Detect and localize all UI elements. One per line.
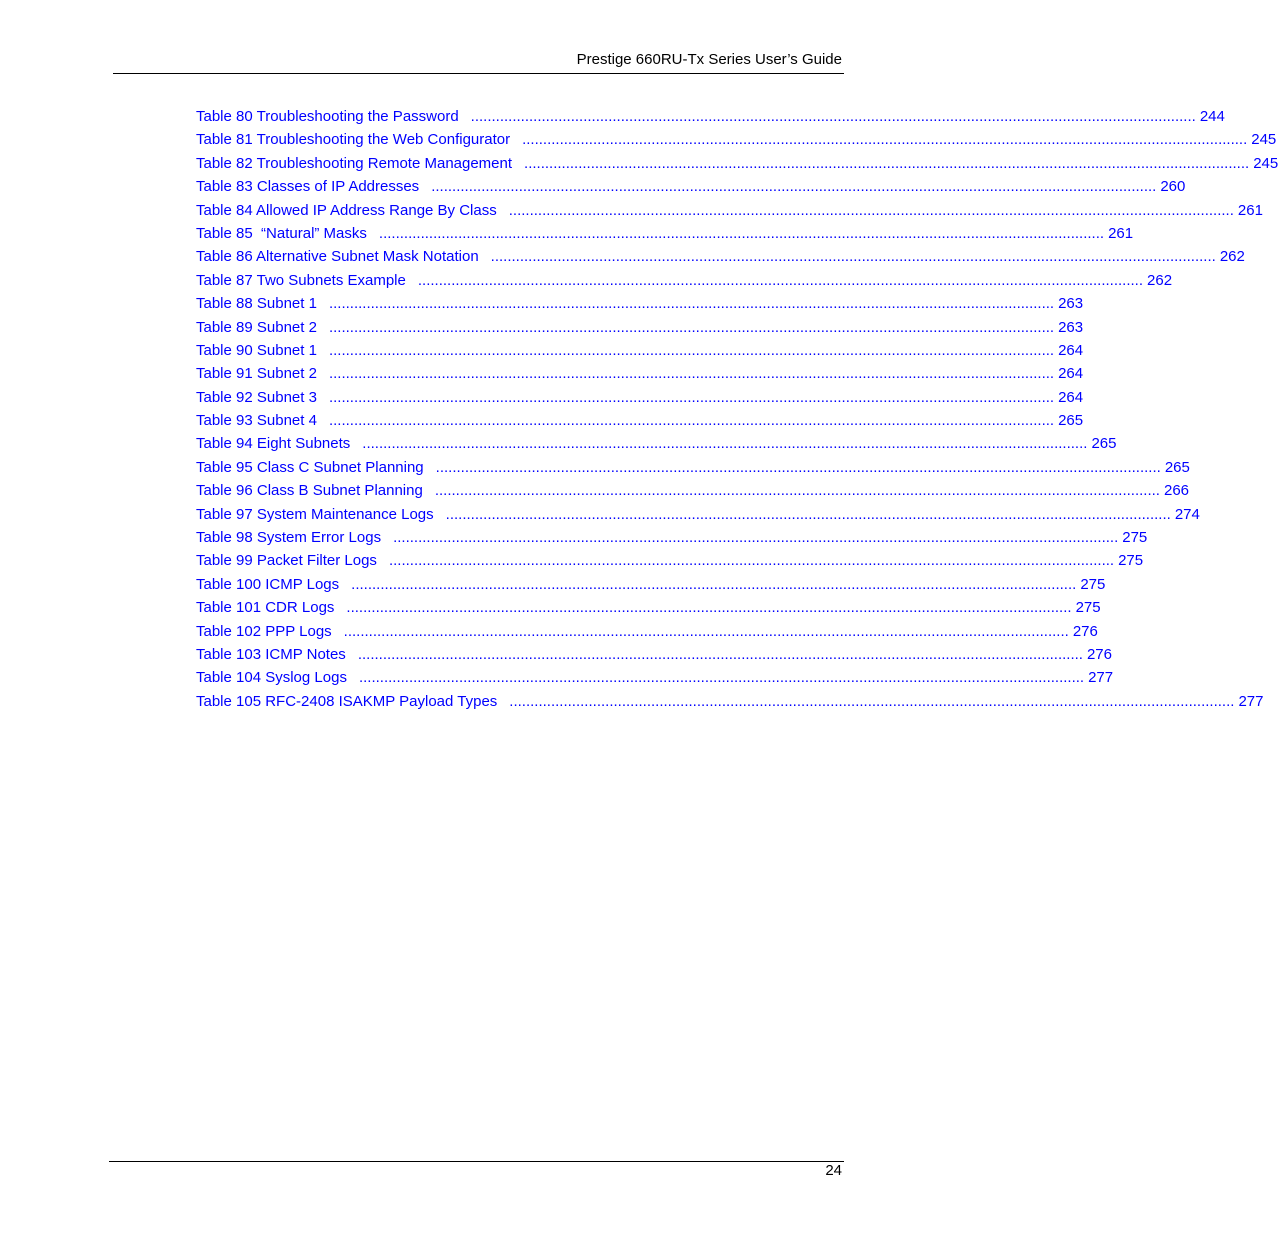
toc-entry-label: Table 98 System Error Logs [196,529,382,547]
toc-entry-page-number: 262 [1147,271,1173,289]
toc-entry-link[interactable] [196,456,1190,479]
toc-dot-leader: .............................................................................................................................................................................. [522,131,1248,149]
toc-entry-link[interactable] [196,128,1277,151]
toc-entry-label: Table 97 System Maintenance Logs [196,505,434,523]
toc-entry-link[interactable] [196,245,1245,268]
toc-dot-leader: .............................................................................................................................................................................. [434,482,1160,500]
toc-entry-page-number: 265 [1058,412,1084,430]
toc-dot-leader: .............................................................................................................................................................................. [435,458,1161,476]
toc-entry-label: Table 94 Eight Subnets [196,435,351,453]
toc-entry-link[interactable] [196,596,1101,619]
toc-entry-link[interactable] [196,666,1114,689]
toc-dot-leader: .............................................................................................................................................................................. [378,224,1105,242]
toc-entry-page-number: 245 [1251,131,1277,149]
toc-dot-leader: .............................................................................................................................................................................. [328,318,1055,336]
toc-entry-label: Table 84 Allowed IP Address Range By Class [196,201,497,219]
toc-entry-link[interactable] [196,479,1190,502]
toc-entry-label: Table 103 ICMP Notes [196,645,346,663]
toc-entry-label: Table 99 Packet Filter Logs [196,552,377,570]
toc-entry-label: Table 96 Class B Subnet Planning [196,482,423,500]
toc-entry-page-number: 261 [1108,224,1134,242]
toc-entry-page-number: 266 [1163,482,1190,500]
page-number: 24 [825,1162,842,1179]
toc-dot-leader: .............................................................................................................................................................................. [388,552,1115,570]
toc-entry-page-number: 276 [1072,622,1098,640]
toc-dot-leader: .............................................................................................................................................................................. [328,365,1055,383]
toc-dot-leader: .............................................................................................................................................................................. [445,505,1171,523]
toc-entry-page-number: 275 [1122,529,1148,547]
toc-entry-label: Table 87 Two Subnets Example [196,271,406,289]
toc-entry-page-number: 277 [1238,692,1264,710]
toc-entry-label: Table 82 Troubleshooting Remote Management [196,154,513,172]
toc-entry-link[interactable] [196,690,1264,713]
toc-entry-link[interactable] [196,292,1084,315]
toc-entry-link[interactable] [196,620,1098,643]
toc-entry-link[interactable] [196,105,1225,128]
toc-entry-link[interactable] [196,152,1278,175]
toc-entry-page-number: 262 [1219,248,1245,266]
toc-entry-page-number: 264 [1058,365,1084,383]
toc-entry-page-number: 264 [1058,388,1084,406]
toc-entry-link[interactable] [196,362,1084,385]
toc-entry-label: Table 83 Classes of IP Addresses [196,178,420,196]
toc-entry-page-number: 260 [1160,178,1186,196]
toc-entry-link[interactable] [196,526,1148,549]
toc-entry-label: Table 85 “Natural” Masks [196,224,367,242]
toc-entry-page-number: 275 [1118,552,1144,570]
toc-entry-page-number: 264 [1058,341,1084,359]
toc-dot-leader: .............................................................................................................................................................................. [357,645,1083,663]
toc-entry-link[interactable] [196,573,1106,596]
toc-entry-label: Table 91 Subnet 2 [196,365,317,383]
toc-entry-page-number: 263 [1058,318,1084,336]
toc-entry-link[interactable] [196,199,1263,222]
toc-entry-link[interactable] [196,175,1186,198]
toc-entry-link[interactable] [196,316,1084,339]
toc-dot-leader: .............................................................................................................................................................................. [358,669,1085,687]
toc-entry-label: Table 95 Class C Subnet Planning [196,458,424,476]
toc-dot-leader: .............................................................................................................................................................................. [351,575,1077,593]
toc-entry-label: Table 88 Subnet 1 [196,295,317,313]
toc-dot-leader: .............................................................................................................................................................................. [470,108,1196,125]
toc-entry-label: Table 93 Subnet 4 [196,412,317,430]
toc-entry-label: Table 89 Subnet 2 [196,318,317,336]
toc-dot-leader: .............................................................................................................................................................................. [343,622,1069,640]
toc-entry-page-number: 265 [1091,435,1117,453]
toc-entry-label: Table 92 Subnet 3 [196,388,317,406]
toc-dot-leader: .............................................................................................................................................................................. [328,295,1055,313]
toc-entry-link[interactable] [196,386,1084,409]
toc-entry-label: Table 100 ICMP Logs [196,575,340,593]
toc-entry-page-number: 265 [1164,458,1190,476]
toc-entry-page-number: 245 [1253,154,1278,172]
toc-entry-label: Table 101 CDR Logs [196,599,335,617]
footer-divider [109,1161,844,1162]
toc-entry-page-number: 276 [1086,645,1112,663]
toc-entry-link[interactable] [196,432,1117,455]
toc-entry-label: Table 105 RFC-2408 ISAKMP Payload Types [196,692,498,710]
toc-entry-page-number: 277 [1088,669,1114,687]
toc-dot-leader: .............................................................................................................................................................................. [508,201,1234,219]
toc-entry-page-number: 244 [1199,108,1225,125]
toc-dot-leader: .............................................................................................................................................................................. [346,599,1072,617]
toc-entry-link[interactable] [196,643,1112,666]
toc-dot-leader: .............................................................................................................................................................................. [417,271,1144,289]
toc-entry-link[interactable] [196,549,1144,572]
toc-entry-label: Table 80 Troubleshooting the Password [196,108,459,125]
toc-entry-label: Table 86 Alternative Subnet Mask Notation [196,248,479,266]
toc-entry-link[interactable] [196,503,1200,526]
document-title: Prestige 660RU-Tx Series User’s Guide [576,51,842,68]
toc-entry-page-number: 274 [1174,505,1200,523]
toc-dot-leader: .............................................................................................................................................................................. [328,388,1055,406]
toc-entry-page-number: 275 [1075,599,1101,617]
toc-entry-page-number: 263 [1058,295,1084,313]
toc-dot-leader: .............................................................................................................................................................................. [393,529,1119,547]
toc-entry-page-number: 275 [1080,575,1106,593]
toc-entry-link[interactable] [196,409,1084,432]
toc-entry-page-number: 261 [1237,201,1263,219]
toc-dot-leader: .............................................................................................................................................................................. [524,154,1250,172]
toc-dot-leader: .............................................................................................................................................................................. [328,412,1055,430]
toc-entry-label: Table 104 Syslog Logs [196,669,347,687]
header-divider [113,73,844,74]
toc-entry-link[interactable] [196,339,1084,362]
toc-entry-link[interactable] [196,222,1134,245]
toc-dot-leader: .............................................................................................................................................................................. [362,435,1088,453]
toc-entry-label: Table 81 Troubleshooting the Web Configurator [196,131,511,149]
toc-dot-leader: .............................................................................................................................................................................. [431,178,1157,196]
toc-dot-leader: .............................................................................................................................................................................. [490,248,1216,266]
toc-dot-leader: .............................................................................................................................................................................. [509,692,1235,710]
toc-entry-link[interactable] [196,269,1173,292]
toc-dot-leader: .............................................................................................................................................................................. [328,341,1055,359]
list-of-tables [196,105,1278,713]
toc-entry-label: Table 102 PPP Logs [196,622,332,640]
toc-entry-label: Table 90 Subnet 1 [196,341,317,359]
